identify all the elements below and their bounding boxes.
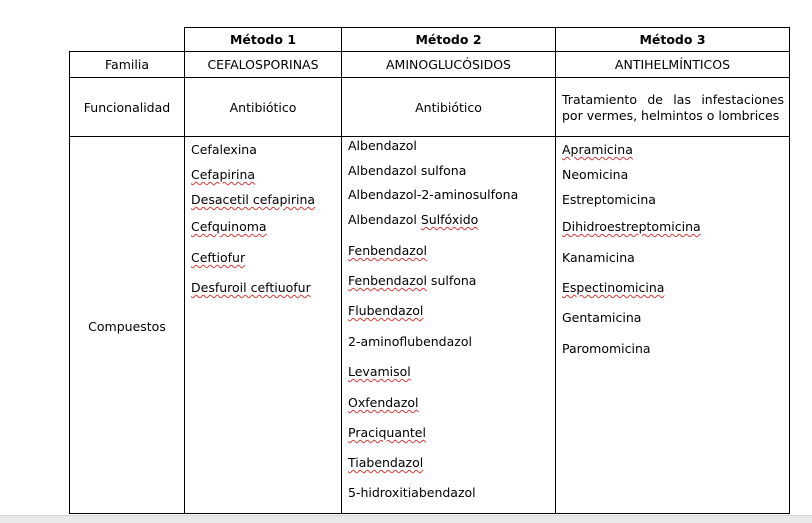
funcionalidad-metodo-3: Tratamiento de las infestaciones por vermes, helmintos o lombrices	[562, 92, 784, 123]
list-item: Albendazol	[348, 138, 417, 153]
header-metodo-2: Método 2	[415, 32, 482, 47]
funcionalidad-metodo-1: Antibiótico	[229, 100, 297, 115]
funcionalidad-metodo-2: Antibiótico	[415, 100, 482, 115]
row-label-familia: Familia	[105, 57, 149, 72]
list-item: Cefquinoma	[191, 219, 267, 234]
list-item: Estreptomicina	[562, 192, 656, 207]
row-label-funcionalidad: Funcionalidad	[83, 100, 171, 115]
grid-line	[69, 77, 790, 78]
familia-metodo-2: AMINOGLUCÓSIDOS	[386, 57, 511, 72]
list-item	[348, 212, 478, 228]
grid-line	[555, 27, 556, 514]
grid-line	[184, 27, 790, 28]
list-item: Gentamicina	[562, 310, 642, 325]
list-item: Ceftiofur	[191, 250, 246, 265]
list-item: Levamisol	[348, 364, 411, 379]
familia-metodo-1: CEFALOSPORINAS	[207, 57, 319, 72]
list-item: Albendazol sulfona	[348, 163, 467, 178]
list-item-part: sulfona	[426, 273, 477, 288]
header-metodo-3: Método 3	[639, 32, 706, 47]
list-item: Flubendazol	[348, 303, 424, 318]
list-item: Kanamicina	[562, 250, 635, 265]
list-item: Albendazol-2-aminosulfona	[348, 187, 519, 202]
list-item: Espectinomicina	[562, 280, 665, 295]
list-item: 2-aminoflubendazol	[348, 334, 472, 349]
list-item: Dihidroestreptomicina	[562, 219, 701, 234]
list-item: Paromomicina	[562, 341, 651, 356]
list-item: Desfuroil ceftiuofur	[191, 280, 311, 295]
list-item: Apramicina	[562, 142, 633, 157]
grid-line	[789, 27, 790, 514]
list-item	[348, 273, 476, 289]
list-item: Desacetil cefapirina	[191, 192, 316, 207]
list-item: Cefapirina	[191, 167, 256, 182]
list-item: Praciquantel	[348, 425, 426, 440]
list-item: Cefalexina	[191, 142, 257, 157]
header-metodo-1: Método 1	[229, 32, 297, 47]
list-item: Neomicina	[562, 167, 629, 182]
list-item: Tiabendazol	[348, 455, 424, 470]
row-label-compuestos: Compuestos	[88, 319, 166, 334]
grid-line	[69, 51, 790, 52]
list-item-part: Fenbendazol	[348, 273, 427, 288]
list-item-part: Albendazol	[348, 212, 421, 227]
grid-line	[69, 513, 790, 514]
grid-line	[69, 136, 790, 137]
grid-line	[69, 51, 70, 514]
list-item: Oxfendazol	[348, 395, 419, 410]
list-item: 5-hidroxitiabendazol	[348, 485, 476, 500]
list-item-part: Sulfóxido	[420, 212, 479, 227]
list-item: Fenbendazol	[348, 243, 427, 258]
familia-metodo-3: ANTIHELMÍNTICOS	[614, 57, 731, 72]
